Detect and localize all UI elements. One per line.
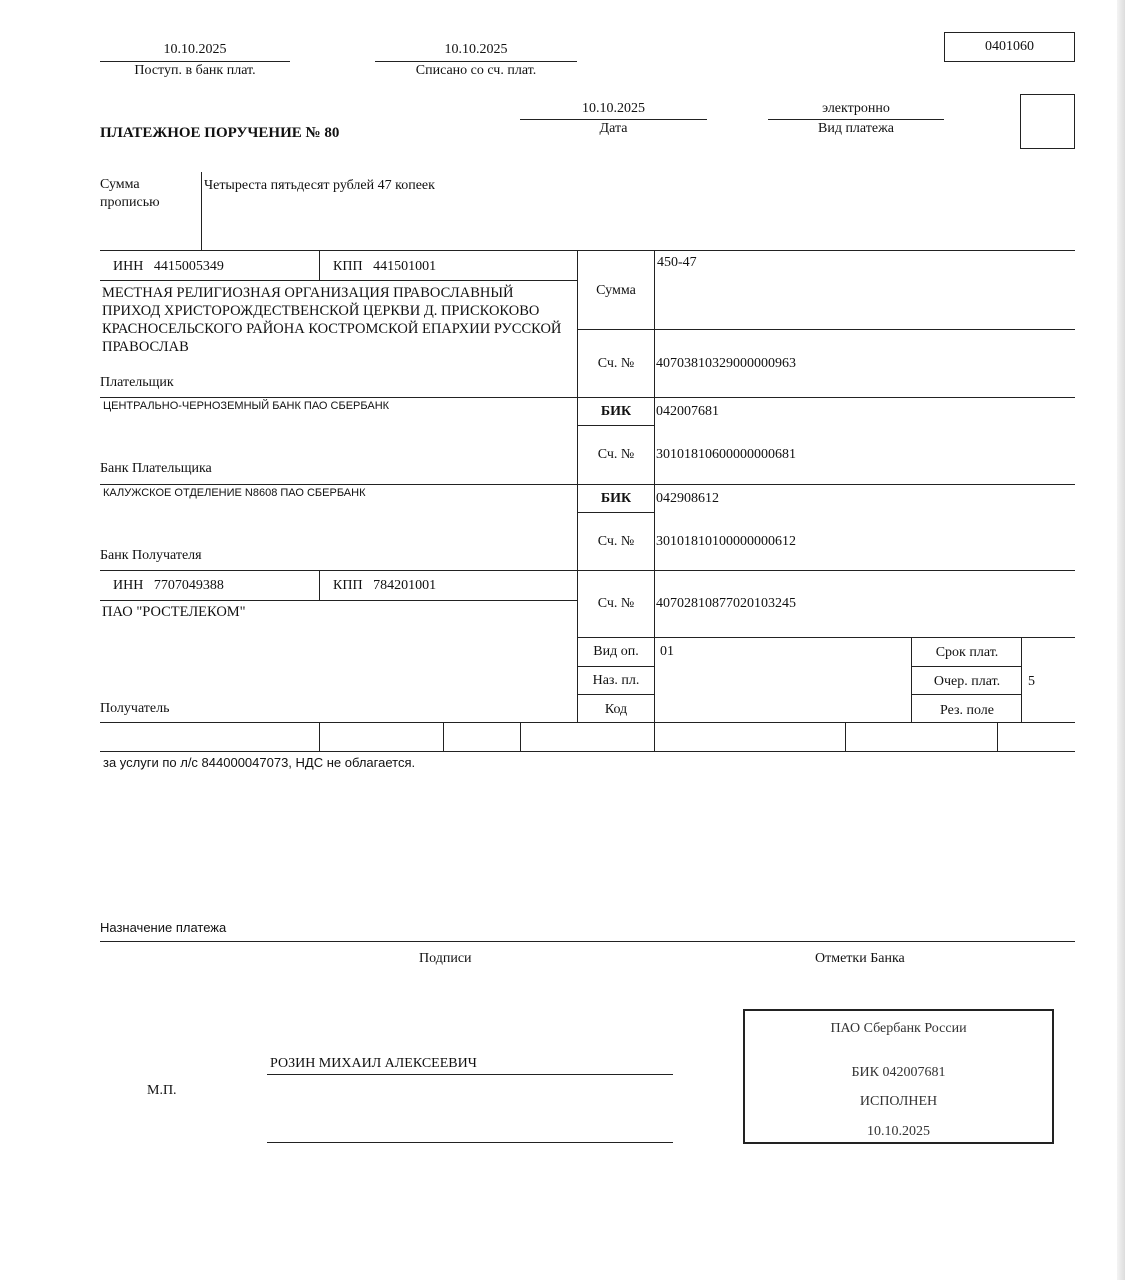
divider (100, 397, 1075, 398)
divider (577, 329, 1075, 330)
payee-bank-account-label: Сч. № (597, 534, 635, 549)
divider (443, 722, 444, 751)
divider (100, 484, 1075, 485)
payer-account-label: Сч. № (597, 356, 635, 371)
payer-inn: 4415005349 (153, 259, 224, 274)
divider (319, 722, 320, 751)
payer-label: Плательщик (100, 375, 174, 390)
bank-received-date: 10.10.2025 (163, 42, 227, 57)
payer-kpp: 441501001 (373, 259, 437, 274)
bank-stamp (743, 1009, 1054, 1144)
divider (100, 751, 1075, 752)
divider (577, 666, 654, 667)
divider (911, 666, 1021, 667)
form-code (944, 32, 1075, 62)
payee-label: Получатель (100, 701, 170, 716)
rez-label: Рез. поле (939, 703, 995, 718)
payee-kpp: 784201001 (373, 578, 437, 593)
amount-words-value: Четыреста пятьдесят рублей 47 копеек (204, 178, 435, 193)
payer-bik: 042007681 (656, 404, 719, 419)
signature-line (267, 1074, 673, 1075)
payer-inn-label: ИНН (113, 259, 144, 274)
divider (997, 722, 998, 751)
divider (577, 637, 1075, 638)
bank-received-label: Поступ. в банк плат. (134, 63, 256, 78)
ocher-label: Очер. плат. (933, 674, 1001, 689)
divider (100, 250, 1075, 251)
divider (100, 280, 577, 281)
page-title: ПЛАТЕЖНОЕ ПОРУЧЕНИЕ № 80 (100, 125, 340, 141)
form-code-value: 0401060 (985, 39, 1034, 54)
signer-name: РОЗИН МИХАИЛ АЛЕКСЕЕВИЧ (270, 1056, 477, 1071)
divider (201, 172, 202, 250)
payer-bank-label: Банк Плательщика (100, 461, 212, 476)
ocher-value: 5 (1028, 674, 1035, 689)
divider (577, 512, 654, 513)
payer-bik-label: БИК (600, 404, 632, 419)
stamp-bank-name: ПАО Сбербанк России (830, 1021, 967, 1036)
purpose-label: Назначение платежа (100, 920, 227, 935)
payer-kpp-label: КПП (333, 259, 363, 274)
payer-name: МЕСТНАЯ РЕЛИГИОЗНАЯ ОРГАНИЗАЦИЯ ПРАВОСЛАВНЫЙ ПРИХОД ХРИСТОРОЖДЕСТВЕНСКОЙ ЦЕРКВИ Д. ПРИСКОКОВО КРАСНОСЕЛЬСКОГО РАЙОНА КОСТРОМСКОЙ ЕПАРХИИ РУССКОЙ ПРАВОСЛАВ (102, 285, 562, 355)
sum-value: 450-47 (657, 255, 697, 270)
payee-bik: 042908612 (656, 491, 719, 506)
divider (100, 61, 290, 62)
payer-bank-account: 30101810600000000681 (656, 447, 796, 462)
divider (654, 250, 655, 752)
divider (577, 694, 654, 695)
divider (768, 119, 944, 120)
sum-label: Сумма (596, 283, 636, 298)
divider (100, 722, 1075, 723)
amount-words-label: Сумма прописью (100, 177, 160, 210)
payee-bik-label: БИК (600, 491, 632, 506)
signature-line (267, 1142, 673, 1143)
divider (520, 722, 521, 751)
divider (375, 61, 577, 62)
kod-label: Код (604, 702, 628, 717)
order-date-label: Дата (599, 121, 628, 136)
payment-type-label: Вид платежа (817, 121, 894, 136)
signatures-label: Подписи (419, 951, 472, 966)
payment-type: электронно (822, 101, 890, 116)
stamp-bik: БИК 042007681 (851, 1065, 946, 1080)
naz-pl-label: Наз. пл. (592, 673, 640, 688)
payee-kpp-label: КПП (333, 578, 363, 593)
divider (100, 570, 1075, 571)
payee-inn-label: ИНН (113, 578, 144, 593)
divider (577, 425, 654, 426)
stamp-place-label: М.П. (147, 1083, 177, 1098)
divider (319, 570, 320, 600)
stamp-status: ИСПОЛНЕН (859, 1094, 938, 1109)
debited-label: Списано со сч. плат. (415, 63, 537, 78)
divider (520, 119, 707, 120)
empty-field-box (1020, 94, 1075, 149)
purpose-text: за услуги по л/с 844000047073, НДС не облагается. (103, 755, 416, 770)
payee-bank-label: Банк Получателя (100, 548, 202, 563)
divider (911, 694, 1021, 695)
payee-inn: 7707049388 (153, 578, 224, 593)
vid-op-label: Вид оп. (593, 644, 639, 659)
page-edge (1117, 0, 1125, 1280)
divider (100, 941, 1075, 942)
debited-date: 10.10.2025 (444, 42, 508, 57)
order-date: 10.10.2025 (582, 101, 645, 116)
srok-label: Срок плат. (935, 645, 999, 660)
payee-account-label: Сч. № (597, 596, 635, 611)
payee-account: 40702810877020103245 (656, 596, 796, 611)
divider (319, 250, 320, 280)
payer-bank-account-label: Сч. № (597, 447, 635, 462)
stamp-date: 10.10.2025 (867, 1124, 930, 1139)
payee-name: ПАО "РОСТЕЛЕКОМ" (102, 604, 246, 620)
payee-bank-account: 30101810100000000612 (656, 534, 796, 549)
divider (100, 600, 577, 601)
payer-bank-name: ЦЕНТРАЛЬНО-ЧЕРНОЗЕМНЫЙ БАНК ПАО СБЕРБАНК (103, 400, 390, 412)
payer-account: 40703810329000000963 (656, 356, 796, 371)
bank-marks-label: Отметки Банка (815, 951, 905, 966)
vid-op-value: 01 (660, 644, 674, 659)
payee-bank-name: КАЛУЖСКОЕ ОТДЕЛЕНИЕ N8608 ПАО СБЕРБАНК (103, 487, 366, 499)
divider (845, 722, 846, 751)
